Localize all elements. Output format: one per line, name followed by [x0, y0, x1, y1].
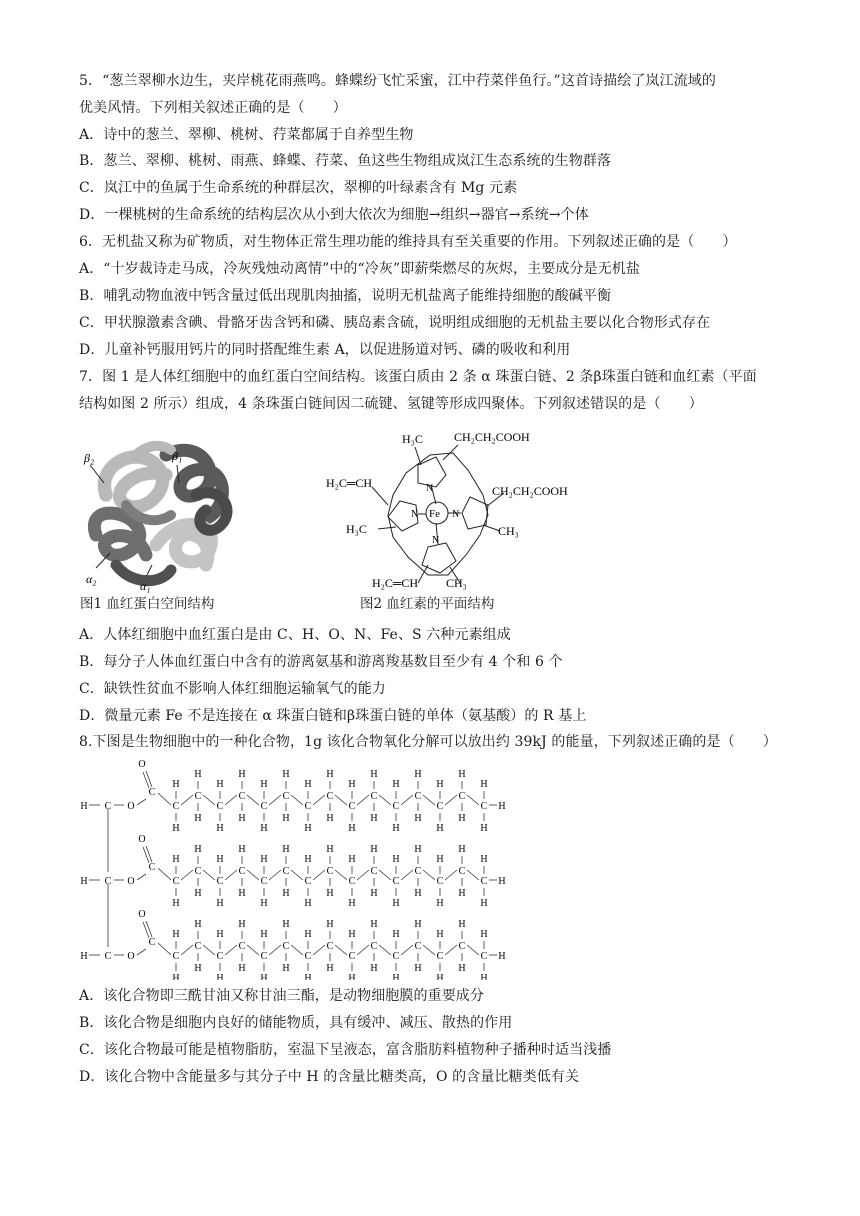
- ester-o: O: [127, 876, 135, 887]
- chain-h: H: [216, 854, 224, 865]
- bond: [423, 870, 435, 880]
- heme-ch3-bottom: CH₃: [446, 576, 467, 590]
- chain-h: H: [326, 813, 334, 824]
- bond: [181, 795, 193, 805]
- bond: [357, 945, 369, 955]
- q5-option-b: B．葱兰、翠柳、桃树、雨燕、蜂蝶、荇菜、鱼这些生物组成岚江生态系统的生物群落: [79, 153, 612, 169]
- bond: [401, 945, 413, 955]
- chain-h: H: [172, 779, 180, 790]
- chain-c: C: [480, 801, 488, 812]
- chain-h: H: [348, 973, 356, 980]
- chain-c: C: [194, 791, 202, 802]
- carbonyl-o: O: [138, 759, 146, 770]
- bond: [269, 870, 281, 880]
- bond: [143, 772, 149, 788]
- chain-c: C: [414, 791, 422, 802]
- chain-c: C: [304, 876, 312, 887]
- bond: [225, 795, 237, 805]
- chain-h: H: [216, 929, 224, 940]
- chain-h: H: [458, 888, 466, 899]
- chain-h: H: [282, 888, 290, 899]
- q8-option-a: A．该化合物即三酰甘油又称甘油三酯，是动物细胞膜的重要成分: [79, 988, 485, 1004]
- chain-h: H: [458, 963, 466, 974]
- q6-option-c: C．甲状腺激素含碘、骨骼牙齿含钙和磷、胰岛素含硫，说明组成细胞的无机盐主要以化合物形式存在: [79, 315, 711, 331]
- bond: [357, 870, 369, 880]
- heme-propionate-right: CH₂CH₂COOH: [492, 484, 568, 498]
- chain-h: H: [194, 963, 202, 974]
- chain-c: C: [414, 941, 422, 952]
- chain-h: H: [370, 963, 378, 974]
- chain-h: H: [238, 963, 246, 974]
- bond: [203, 795, 215, 805]
- chain-h: H: [348, 929, 356, 940]
- bond: [423, 945, 435, 955]
- heme-n-top: N: [426, 483, 434, 494]
- chain-h: H: [414, 844, 422, 855]
- chain-c: C: [414, 866, 422, 877]
- carbonyl-o: O: [138, 834, 146, 845]
- heme-h3c-left: H₃C: [346, 522, 367, 536]
- chain-c: C: [458, 866, 466, 877]
- label-beta1: β₁: [172, 449, 183, 463]
- carbonyl-o: O: [138, 909, 146, 920]
- chain-h: H: [392, 779, 400, 790]
- chain-h: H: [480, 973, 488, 980]
- q7-option-c: C．缺铁性贫血不影响人体红细胞运输氧气的能力: [79, 681, 386, 697]
- glycerol-c: C: [104, 801, 112, 812]
- chain-h: H: [436, 898, 444, 909]
- bond: [181, 945, 193, 955]
- chain-c: C: [392, 801, 400, 812]
- chain-h: H: [260, 779, 268, 790]
- chain-h: H: [216, 779, 224, 790]
- chain-h: H: [480, 854, 488, 865]
- heme-n-right: N: [452, 509, 460, 520]
- bond: [181, 870, 193, 880]
- chain-h: H: [216, 898, 224, 909]
- chain-h: H: [480, 779, 488, 790]
- chain-h: H: [194, 888, 202, 899]
- chain-h: H: [172, 929, 180, 940]
- q8-option-c: C．该化合物最可能是植物脂肪，室温下呈液态，富含脂肪料植物种子播种时适当浅播: [79, 1042, 612, 1058]
- chain-h: H: [392, 898, 400, 909]
- chain-h: H: [172, 854, 180, 865]
- chain-h: H: [326, 963, 334, 974]
- figure-1-caption: 图1 血红蛋白空间结构: [80, 596, 215, 612]
- chain-h: H: [260, 973, 268, 980]
- q5-stem-line1: 5．“葱兰翠柳水边生，夹岸桃花雨燕鸣。蜂蝶纷飞忙采蜜，江中荇菜伴鱼行。”这首诗描绘了岚江流域的: [79, 73, 716, 89]
- bond: [423, 795, 435, 805]
- chain-h: H: [282, 844, 290, 855]
- triglyceride-structure-diagram: [76, 755, 526, 980]
- bond: [445, 945, 457, 955]
- chain-h: H: [282, 813, 290, 824]
- bond: [467, 795, 479, 805]
- q6-stem: 6．无机盐又称为矿物质，对生物体正常生理功能的维持具有至关重要的作用。下列叙述正确的是（ ）: [79, 234, 737, 250]
- chain-h: H: [436, 973, 444, 980]
- chain-h: H: [480, 823, 488, 834]
- chain-h: H: [238, 769, 246, 780]
- chain-c: C: [282, 791, 290, 802]
- bond: [137, 799, 146, 805]
- heme-h3c-top: H₃C: [402, 432, 423, 446]
- chain-h: H: [304, 854, 312, 865]
- bond: [467, 945, 479, 955]
- bond: [269, 945, 281, 955]
- bond: [269, 795, 281, 805]
- chain-h: H: [414, 769, 422, 780]
- bond: [225, 945, 237, 955]
- bond: [146, 846, 152, 862]
- chain-c: C: [238, 866, 246, 877]
- terminal-h: H: [498, 876, 506, 887]
- q7-option-a: A．人体红细胞中血红蛋白是由 C、H、O、N、Fe、S 六种元素组成: [79, 627, 511, 643]
- bond: [291, 795, 303, 805]
- chain-h: H: [304, 929, 312, 940]
- chain-h: H: [238, 888, 246, 899]
- bond: [291, 945, 303, 955]
- bond: [143, 922, 149, 938]
- chain-h: H: [436, 854, 444, 865]
- chain-h: H: [414, 813, 422, 824]
- chain-c: C: [282, 866, 290, 877]
- chain-c: C: [238, 791, 246, 802]
- chain-c: C: [348, 876, 356, 887]
- chain-h: H: [260, 823, 268, 834]
- q8-option-d: D．该化合物中含能量多与其分子中 H 的含量比糖类高，O 的含量比糖类低有关: [79, 1069, 580, 1085]
- chain-h: H: [194, 813, 202, 824]
- chain-h: H: [414, 919, 422, 930]
- bond: [379, 945, 391, 955]
- chain-c: C: [370, 941, 378, 952]
- chain-h: H: [348, 898, 356, 909]
- chain-h: H: [172, 823, 180, 834]
- bond: [203, 870, 215, 880]
- q8-option-b: B．该化合物是细胞内良好的储能物质，具有缓冲、减压、散热的作用: [79, 1015, 513, 1031]
- label-alpha1: α₁: [140, 579, 151, 593]
- label-alpha2: α₂: [86, 572, 97, 586]
- chain-c: C: [172, 801, 180, 812]
- chain-h: H: [238, 844, 246, 855]
- chain-h: H: [348, 823, 356, 834]
- heme-vinyl-left: H₂C═CH: [326, 476, 373, 490]
- chain-c: C: [304, 801, 312, 812]
- chain-c: C: [348, 801, 356, 812]
- chain-h: H: [304, 779, 312, 790]
- chain-h: H: [260, 898, 268, 909]
- terminal-h: H: [498, 951, 506, 962]
- bond: [143, 847, 149, 863]
- chain-h: H: [392, 973, 400, 980]
- chain-h: H: [326, 919, 334, 930]
- chain-h: H: [436, 929, 444, 940]
- bond: [313, 795, 325, 805]
- bond: [247, 945, 259, 955]
- chain-h: H: [458, 844, 466, 855]
- chain-h: H: [370, 813, 378, 824]
- chain-h: H: [480, 898, 488, 909]
- glycerol-h: H: [80, 876, 88, 887]
- bond: [291, 870, 303, 880]
- bond: [357, 795, 369, 805]
- ester-o: O: [127, 951, 135, 962]
- chain-c: C: [172, 951, 180, 962]
- q8-stem: 8.下图是生物细胞中的一种化合物，1g 该化合物氧化分解可以放出约 39kJ 的能量，下列叙述正确的是（ ）: [79, 734, 777, 750]
- bond: [225, 870, 237, 880]
- glycerol-c: C: [104, 951, 112, 962]
- chain-c: C: [216, 876, 224, 887]
- chain-c: C: [260, 876, 268, 887]
- glycerol-h: H: [80, 951, 88, 962]
- bond: [335, 795, 347, 805]
- chain-h: H: [458, 813, 466, 824]
- figure-1-hemoglobin: [76, 425, 306, 615]
- chain-c: C: [194, 941, 202, 952]
- chain-h: H: [392, 929, 400, 940]
- heme-n-bottom: N: [432, 535, 440, 546]
- glycerol-c: C: [104, 876, 112, 887]
- bond: [335, 945, 347, 955]
- chain-h: H: [370, 769, 378, 780]
- chain-c: C: [436, 801, 444, 812]
- chain-h: H: [282, 769, 290, 780]
- chain-c: C: [392, 876, 400, 887]
- bond: [146, 771, 152, 787]
- q5-option-a: A．诗中的葱兰、翠柳、桃树、荇菜都属于自养型生物: [79, 127, 414, 143]
- heme-ch3-right: CH₃: [498, 524, 519, 538]
- bond: [137, 874, 146, 880]
- chain-h: H: [370, 844, 378, 855]
- bond: [146, 921, 152, 937]
- figure-2-heme: [318, 425, 608, 605]
- chain-c: C: [436, 951, 444, 962]
- bond: [379, 795, 391, 805]
- bond: [313, 870, 325, 880]
- bond: [467, 870, 479, 880]
- chain-h: H: [282, 919, 290, 930]
- chain-c: C: [216, 801, 224, 812]
- chain-c: C: [326, 866, 334, 877]
- ester-o: O: [127, 801, 135, 812]
- chain-h: H: [458, 769, 466, 780]
- bond: [445, 795, 457, 805]
- chain-h: H: [326, 888, 334, 899]
- glycerol-h: H: [80, 801, 88, 812]
- figure-triglyceride: [76, 755, 526, 980]
- chain-h: H: [414, 888, 422, 899]
- chain-h: H: [194, 769, 202, 780]
- carbonyl-c: C: [148, 787, 156, 798]
- chain-h: H: [326, 844, 334, 855]
- chain-c: C: [458, 791, 466, 802]
- figure-2-caption: 图2 血红素的平面结构: [360, 596, 495, 612]
- bond: [401, 870, 413, 880]
- chain-c: C: [260, 801, 268, 812]
- chain-h: H: [304, 823, 312, 834]
- chain-h: H: [194, 919, 202, 930]
- chain-h: H: [392, 854, 400, 865]
- q5-option-c: C．岚江中的鱼属于生命系统的种群层次，翠柳的叶绿素含有 Mg 元素: [79, 180, 518, 196]
- bond: [335, 870, 347, 880]
- chain-c: C: [458, 941, 466, 952]
- chain-h: H: [260, 854, 268, 865]
- heme-n-left: N: [411, 509, 419, 520]
- bond: [137, 949, 146, 955]
- heme-structure-diagram: [318, 425, 608, 605]
- q6-option-b: B．哺乳动物血液中钙含量过低出现肌肉抽搐，说明无机盐离子能维持细胞的酸碱平衡: [79, 288, 612, 304]
- chain-h: H: [348, 854, 356, 865]
- chain-c: C: [260, 951, 268, 962]
- hemoglobin-ribbon-image: [76, 425, 306, 615]
- chain-h: H: [370, 919, 378, 930]
- chain-h: H: [238, 919, 246, 930]
- chain-h: H: [370, 888, 378, 899]
- bond: [445, 870, 457, 880]
- chain-h: H: [326, 769, 334, 780]
- chain-h: H: [414, 963, 422, 974]
- q5-option-d: D．一棵桃树的生命系统的结构层次从小到大依次为细胞→组织→器官→系统→个体: [79, 207, 589, 223]
- terminal-h: H: [498, 801, 506, 812]
- q7-option-d: D．微量元素 Fe 不是连接在 α 珠蛋白链和β珠蛋白链的单体（氨基酸）的 R 基上: [79, 708, 587, 724]
- q5-stem-line2: 优美风情。下列相关叙述正确的是（ ）: [79, 100, 347, 116]
- chain-c: C: [370, 791, 378, 802]
- chain-h: H: [238, 813, 246, 824]
- label-beta2: β₂: [84, 451, 95, 465]
- bond: [158, 868, 171, 880]
- chain-h: H: [172, 898, 180, 909]
- bond: [313, 945, 325, 955]
- chain-h: H: [304, 973, 312, 980]
- chain-c: C: [370, 866, 378, 877]
- q7-option-b: B．每分子人体血红蛋白中含有的游离氨基和游离羧基数目至少有 4 个和 6 个: [79, 654, 563, 670]
- bond: [158, 793, 171, 805]
- bond: [401, 795, 413, 805]
- chain-h: H: [458, 919, 466, 930]
- chain-c: C: [216, 951, 224, 962]
- chain-c: C: [238, 941, 246, 952]
- chain-h: H: [260, 929, 268, 940]
- chain-c: C: [480, 951, 488, 962]
- bond: [247, 870, 259, 880]
- chain-h: H: [282, 963, 290, 974]
- bond: [247, 795, 259, 805]
- chain-h: H: [392, 823, 400, 834]
- chain-h: H: [216, 823, 224, 834]
- chain-h: H: [194, 844, 202, 855]
- chain-h: H: [480, 929, 488, 940]
- bond: [158, 943, 171, 955]
- chain-c: C: [392, 951, 400, 962]
- q6-option-a: A．“十岁裁诗走马成，冷灰残烛动离情”中的“冷灰”即薪柴燃尽的灰烬，主要成分是无机盐: [79, 261, 640, 277]
- heme-vinyl-bottom: H₂C═CH: [372, 576, 419, 590]
- chain-h: H: [172, 973, 180, 980]
- chain-c: C: [436, 876, 444, 887]
- chain-h: H: [216, 973, 224, 980]
- heme-fe: Fe: [429, 508, 440, 520]
- chain-h: H: [348, 779, 356, 790]
- carbonyl-c: C: [148, 937, 156, 948]
- carbonyl-c: C: [148, 862, 156, 873]
- chain-c: C: [304, 951, 312, 962]
- chain-c: C: [348, 951, 356, 962]
- chain-c: C: [194, 866, 202, 877]
- bond: [203, 945, 215, 955]
- q7-stem-line1: 7．图 1 是人体红细胞中的血红蛋白空间结构。该蛋白质由 2 条 α 珠蛋白链、2 条β珠蛋白链和血红素（平面: [79, 369, 757, 385]
- bond: [379, 870, 391, 880]
- heme-propionate-top: CH₂CH₂COOH: [454, 430, 530, 444]
- chain-c: C: [172, 876, 180, 887]
- q6-option-d: D．儿童补钙服用钙片的同时搭配维生素 A，以促进肠道对钙、磷的吸收和利用: [79, 342, 571, 358]
- chain-c: C: [326, 791, 334, 802]
- chain-h: H: [304, 898, 312, 909]
- chain-c: C: [480, 876, 488, 887]
- chain-h: H: [436, 823, 444, 834]
- chain-c: C: [326, 941, 334, 952]
- chain-c: C: [282, 941, 290, 952]
- chain-h: H: [436, 779, 444, 790]
- q7-stem-line2: 结构如图 2 所示）组成，4 条珠蛋白链间因二硫键、氢键等形成四聚体。下列叙述错误的是（ ）: [79, 396, 703, 412]
